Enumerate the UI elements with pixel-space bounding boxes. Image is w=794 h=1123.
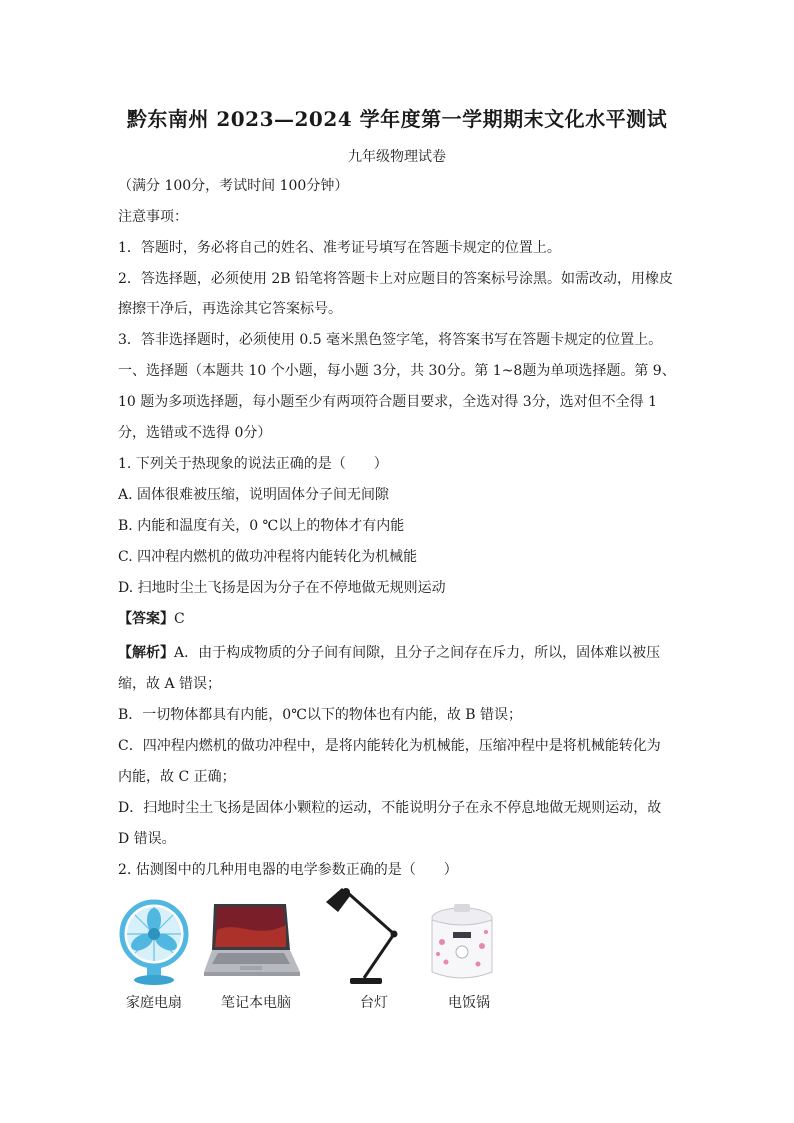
caption-fan: 家庭电扇 <box>126 995 182 1011</box>
question-1-option-c: C. 四冲程内燃机的做功冲程将内能转化为机械能 <box>118 549 418 565</box>
notice-item-3: 3．答非选择题时，必须使用 0.5 毫米黑色签字笔，将答案书写在答题卡规定的位置上。 <box>118 332 663 348</box>
question-1-option-d: D. 扫地时尘土飞扬是因为分子在不停地做无规则运动 <box>118 580 446 596</box>
answer-value: C <box>174 611 185 627</box>
notice-title: 注意事项： <box>118 209 188 225</box>
desk-lamp-icon <box>320 882 410 994</box>
question-1-analysis-c: C．四冲程内燃机的做功冲程中，是将内能转化为机械能，压缩冲程中是将机械能转化为 <box>118 738 661 754</box>
score-note: （满分 100分，考试时间 100分钟） <box>118 178 349 194</box>
section-heading-cont-1: 10 题为多项选择题，每小题至少有两项符合题目要求，全选对得 3分，选对但不全得 1 <box>118 394 657 410</box>
appliance-figure-row <box>110 890 540 1020</box>
caption-rice-cooker: 电饭锅 <box>448 995 490 1011</box>
section-heading: 一、选择题（本题共 10 个小题，每小题 3分，共 30分。第 1~8题为单项选择题。第 9、 <box>118 363 676 379</box>
notice-item-1: 1．答题时，务必将自己的姓名、准考证号填写在答题卡规定的位置上。 <box>118 240 561 256</box>
notice-item-2-cont: 擦擦干净后，再选涂其它答案标号。 <box>118 301 342 317</box>
rice-cooker-icon <box>422 902 502 988</box>
question-2-stem: 2. 估测图中的几种用电器的电学参数正确的是（ ） <box>118 862 458 878</box>
question-1-option-b: B. 内能和温度有关，0 ℃以上的物体才有内能 <box>118 518 405 534</box>
question-1-analysis-a-cont: 缩，故 A 错误； <box>118 676 222 692</box>
question-1-answer <box>118 609 678 629</box>
answer-label: 【答案】 <box>118 611 174 627</box>
question-1-analysis-c-cont: 内能，故 C 正确； <box>118 769 236 785</box>
question-1-option-a: A. 固体很难被压缩，说明固体分子间无间隙 <box>118 487 390 503</box>
question-1-stem: 1. 下列关于热现象的说法正确的是（ ） <box>118 456 388 472</box>
question-1-analysis-b: B．一切物体都具有内能，0℃以下的物体也有内能，故 B 错误； <box>118 707 523 723</box>
question-1-analysis-d: D．扫地时尘土飞扬是固体小颗粒的运动，不能说明分子在永不停息地做无规则运动，故 <box>118 800 662 816</box>
caption-laptop: 笔记本电脑 <box>221 995 291 1011</box>
page-subtitle: 九年级物理试卷 <box>348 149 446 165</box>
analysis-label: 【解析】 <box>118 645 174 661</box>
analysis-text-a: A．由于构成物质的分子间有间隙，且分子之间存在斥力，所以，固体难以被压 <box>174 645 661 661</box>
caption-desk-lamp: 台灯 <box>360 995 388 1011</box>
notice-item-2: 2．答选择题，必须使用 2B 铅笔将答题卡上对应题目的答案标号涂黑。如需改动，用橡皮 <box>118 271 674 287</box>
fan-icon <box>118 890 190 990</box>
section-heading-cont-2: 分，选错或不选得 0分） <box>118 425 272 441</box>
laptop-icon <box>202 900 302 986</box>
question-1-analysis-a <box>118 643 678 663</box>
question-1-analysis-d-cont: D 错误。 <box>118 831 176 847</box>
page-title: 黔东南州 2023—2024 学年度第一学期期末文化水平测试 <box>126 107 668 131</box>
